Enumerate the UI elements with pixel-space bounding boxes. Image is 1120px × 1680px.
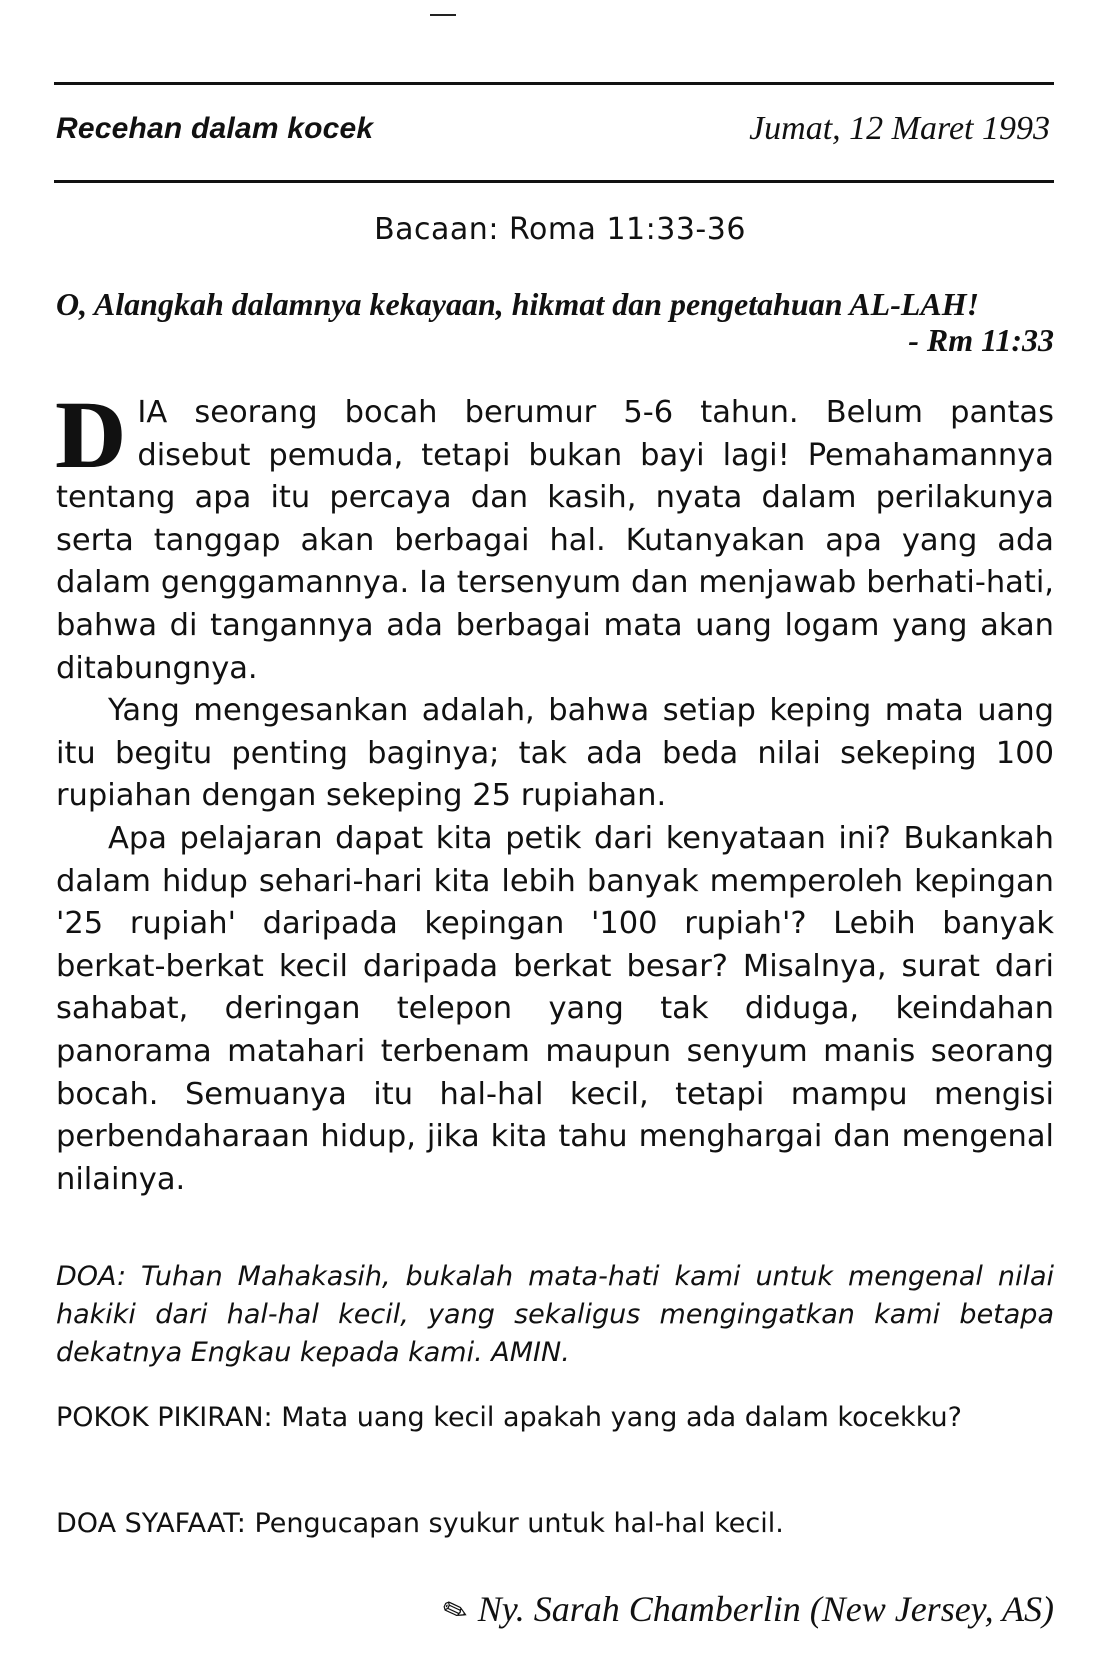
- scripture-reading: Bacaan: Roma 11:33-36: [374, 212, 746, 247]
- key-thought: POKOK PIKIRAN: Mata uang kecil apakah yang ada dalam kocekku?: [56, 1402, 962, 1433]
- author-line: [437, 1588, 1054, 1632]
- devotion-body: [56, 381, 1054, 1201]
- devotion-date: Jumat, 12 Maret 1993: [749, 110, 1050, 147]
- key-verse-reference: - Rm 11:33: [908, 322, 1054, 358]
- body-paragraph: Yang mengesankan adalah, bahwa setiap keping mata uang itu begitu penting baginya; tak ada beda nilai sekeping 100 rupiahan dengan sekeping 25 rupiahan.: [56, 693, 1054, 814]
- key-verse-text: O, Alangkah dalamnya kekayaan, hikmat dan pengetahuan AL-LAH!: [56, 286, 980, 322]
- pen-icon: ✎: [437, 1591, 473, 1632]
- page-mark: [430, 14, 456, 20]
- header-top-rule: [54, 82, 1054, 85]
- key-verse: [56, 286, 1054, 358]
- devotion-title: Recehan dalam kocek: [56, 112, 374, 145]
- body-paragraph: [56, 381, 1054, 690]
- header-bottom-rule: [54, 180, 1054, 183]
- author-name: Ny. Sarah Chamberlin (New Jersey, AS): [477, 1589, 1054, 1629]
- body-paragraph: Apa pelajaran dapat kita petik dari kenyataan ini? Bukankah dalam hidup sehari-hari kita lebih banyak memperoleh kepingan '25 rupiah' daripada kepingan '100 rupiah'? Lebih banyak berkat-berkat kecil daripada berkat besar? Misalnya, surat dari sahabat, deringan telepon yang tak diduga, keindahan panorama matahari terbenam maupun senyum manis seorang bocah. Semuanya itu hal-hal kecil, tetapi mampu mengisi perbendaharaan hidup, jika kita tahu menghargai dan mengenal nilainya.: [56, 820, 1054, 1197]
- body-paragraph-text: IA seorang bocah berumur 5-6 tahun. Belum pantas disebut pemuda, tetapi bukan bayi lagi! Pemahamannya tentang apa itu percaya dan kasih, nyata dalam perilakunya serta tanggap akan berbagai hal. Kutanyakan apa yang ada dalam genggamannya. Ia tersenyum dan menjawab berhati-hati, bahwa di tangannya ada berbagai mata uang logam yang akan ditabungnya.: [56, 395, 1054, 686]
- prayer: DOA: Tuhan Mahakasih, bukalah mata-hati kami untuk mengenal nilai hakiki dari hal-hal kecil, yang sekaligus mengingatkan kami betapa dekatnya Engkau kepada kami. AMIN.: [56, 1261, 1054, 1368]
- intercessory-prayer: DOA SYAFAAT: Pengucapan syukur untuk hal-hal kecil.: [56, 1508, 784, 1539]
- drop-cap: D: [56, 381, 126, 488]
